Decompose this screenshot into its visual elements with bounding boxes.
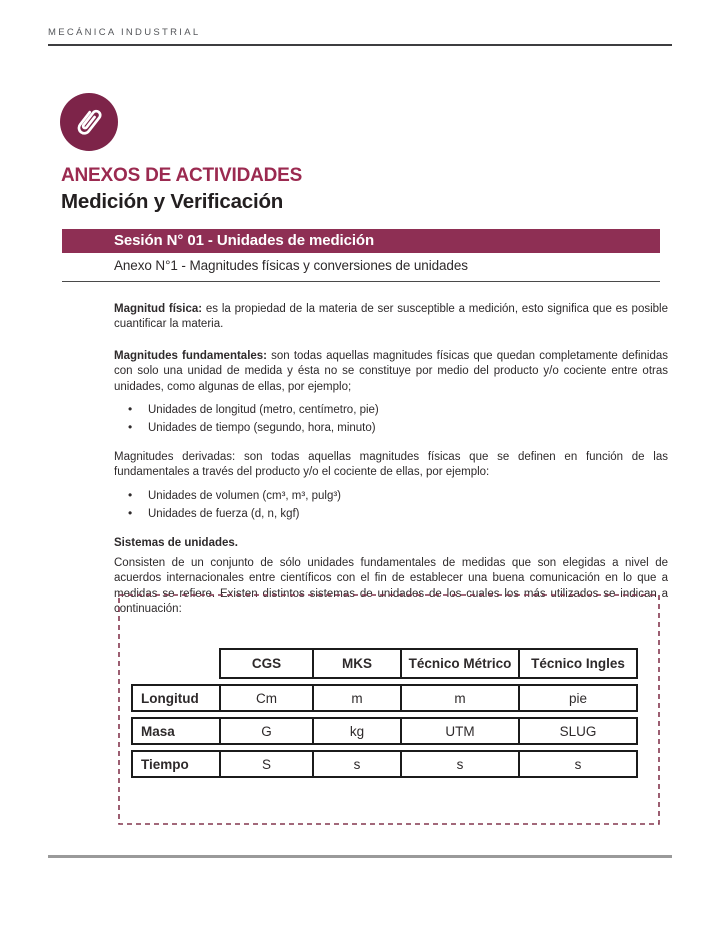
table-cell: pie [518,684,638,712]
paragraph-lead: Magnitudes fundamentales: [114,349,268,362]
list-item: • Unidades de fuerza (d, n, kgf) [114,507,668,522]
paragraph-sistemas: Consisten de un conjunto de sólo unidades fundamentales de medidas que son elegidas a nivel de acuerdos internacionales entre científicos con el fin de establecer una buena comunicación en lo que a medidas se refiere. Existen distintos sistemas de unidades de los cuales los más utilizados se indican a continuación: [114,556,668,616]
table-row [131,717,638,745]
fundamental-units-list [114,403,668,437]
table-cell: G [219,717,314,745]
row-label: Masa [131,717,221,745]
table-header-row [219,648,638,679]
column-header: Técnico Ingles [518,648,638,679]
column-header: MKS [312,648,402,679]
list-item: • Unidades de tiempo (segundo, hora, minuto) [114,421,668,436]
systems-heading: Sistemas de unidades. [114,537,238,550]
table-cell: UTM [400,717,520,745]
table-cell: s [518,750,638,778]
course-label: MECÁNICA INDUSTRIAL [48,27,201,38]
table-row [131,684,638,712]
paragraph-magnitud-fisica [114,302,668,333]
annex-subtitle: Anexo N°1 - Magnitudes físicas y conversiones de unidades [114,258,468,273]
column-header: CGS [219,648,314,679]
table-cell: SLUG [518,717,638,745]
paragraph-magnitudes-derivadas: Magnitudes derivadas: son todas aquellas magnitudes físicas que se definen en función de las fundamentales a través del producto y/o el cociente de ellas, por ejemplo: [114,450,668,479]
annex-divider [62,281,660,282]
paperclip-icon [64,97,114,148]
row-label: Tiempo [131,750,221,778]
page-subtitle: Medición y Verificación [61,190,284,213]
column-header: Técnico Métrico [400,648,520,679]
page-title: ANEXOS DE ACTIVIDADES [61,165,303,186]
paperclip-badge [60,93,118,151]
paragraph-text: es la propiedad de la materia de ser susceptible a medición, esto significa que es posible cuantificar la materia. [114,303,669,331]
footer-divider [48,855,672,858]
table-cell: m [400,684,520,712]
units-table [131,648,638,783]
paragraph-magnitudes-fundamentales [114,349,668,395]
table-cell: s [312,750,402,778]
paragraph-lead: Magnitud física: [114,303,203,315]
table-cell: S [219,750,314,778]
table-cell: Cm [219,684,314,712]
session-banner: Sesión N° 01 - Unidades de medición [62,229,660,253]
table-cell: s [400,750,520,778]
table-cell: kg [312,717,402,745]
paragraph-text: son todas aquellas magnitudes físicas que quedan completamente definidas con solo una unidad de medida y ésta no se constituye por medio del producto y/o cociente entre otras unidades, como algunas de ellas, por ejemplo; [114,349,668,393]
row-label: Longitud [131,684,221,712]
table-cell: m [312,684,402,712]
body-text-column [114,302,668,618]
table-row [131,750,638,778]
header-divider [48,44,672,46]
list-item: • Unidades de volumen (cm³, m³, pulg³) [114,489,668,504]
derived-units-list [114,489,668,523]
list-item: • Unidades de longitud (metro, centímetro, pie) [114,403,668,418]
